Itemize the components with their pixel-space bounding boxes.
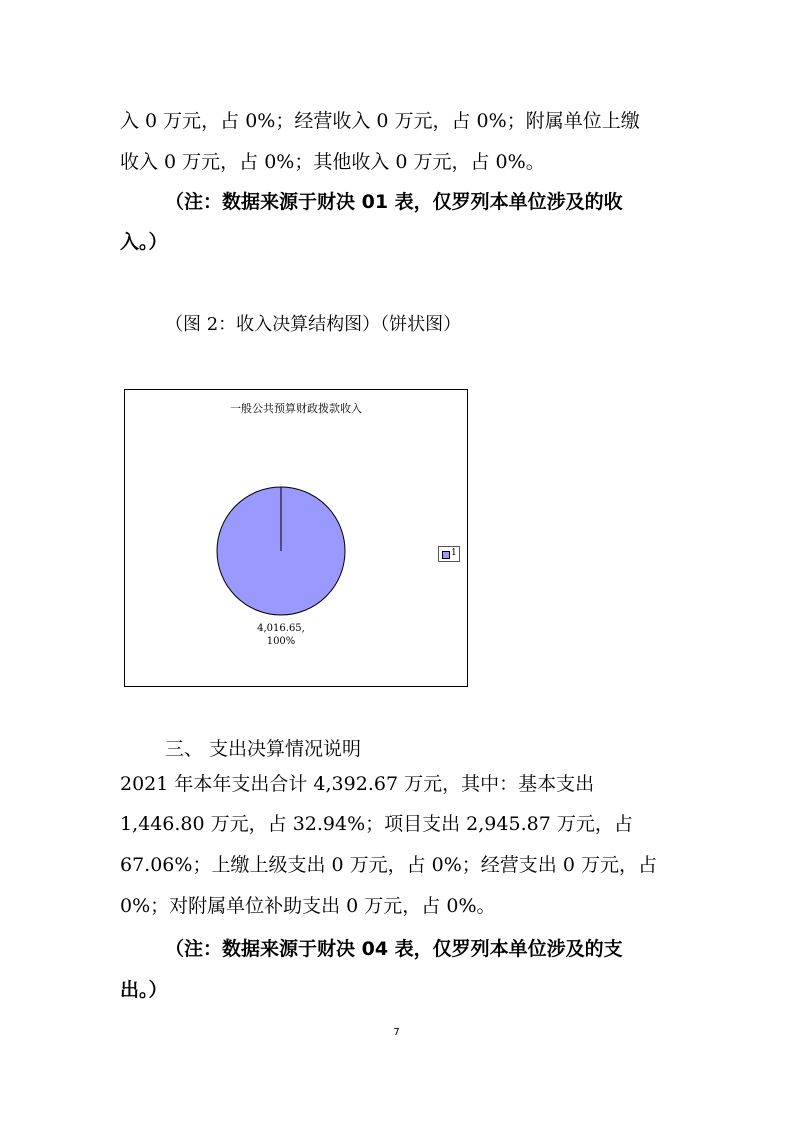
note-income-line-2: 入。） <box>120 231 168 253</box>
paragraph-expense-line-3: 67.06%；上缴上级支出 0 万元，占 0%；经营支出 0 万元，占 <box>120 854 657 876</box>
legend-label: 1 <box>451 548 457 558</box>
note-expense-line-1: （注：数据来源于财决 04 表，仅罗列本单位涉及的支 <box>165 938 623 960</box>
paragraph-income-line-2: 收入 0 万元，占 0%；其他收入 0 万元，占 0%。 <box>120 151 545 173</box>
page-number: 7 <box>393 1027 400 1038</box>
paragraph-expense-line-1: 2021 年本年支出合计 4,392.67 万元，其中：基本支出 <box>120 773 595 795</box>
note-expense-line-2: 出。） <box>120 979 168 1001</box>
figure-caption: （图 2：收入决算结构图）（饼状图） <box>165 314 462 335</box>
legend-swatch <box>442 551 450 559</box>
paragraph-expense-line-4: 0%；对附属单位补助支出 0 万元，占 0%。 <box>120 895 496 917</box>
chart-legend <box>438 546 460 562</box>
section-heading: 三、 支出决算情况说明 <box>165 738 362 760</box>
pie-data-label <box>236 622 326 648</box>
paragraph-income-line-1: 入 0 万元，占 0%；经营收入 0 万元，占 0%；附属单位上缴 <box>120 110 640 132</box>
chart-title: 一般公共预算财政拨款收入 <box>230 402 362 415</box>
pie-data-label-percent: 100% <box>266 636 296 647</box>
paragraph-expense-line-2: 1,446.80 万元，占 32.94%；项目支出 2,945.87 万元，占 <box>120 813 633 835</box>
note-income-line-1: （注：数据来源于财决 01 表，仅罗列本单位涉及的收 <box>165 191 623 213</box>
pie-data-label-value: 4,016.65, <box>257 623 305 634</box>
